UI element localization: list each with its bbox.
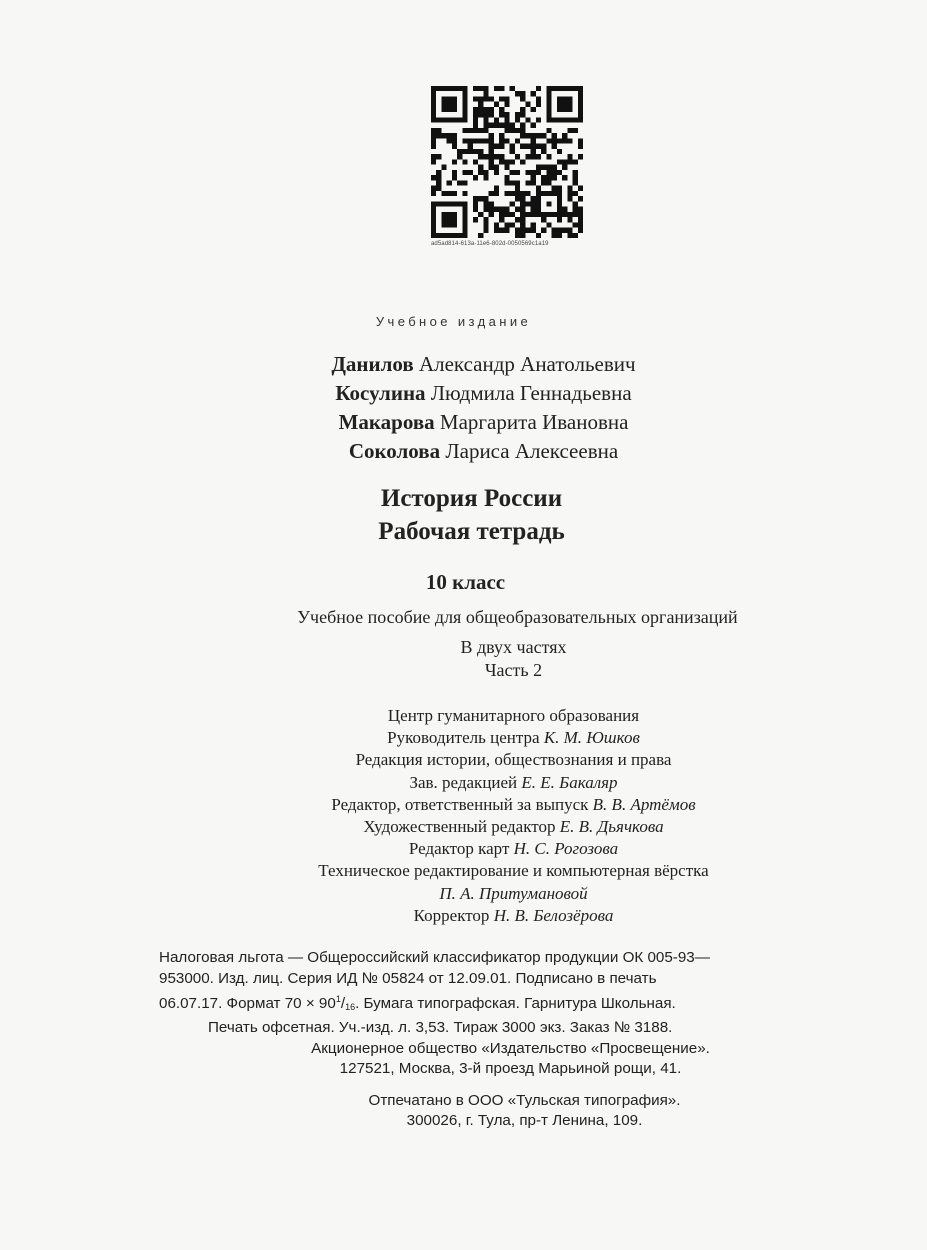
publisher-address: 127521, Москва, 3-й проезд Марьиной рощи, 41. [339, 1060, 682, 1077]
part-number: Часть 2 [484, 660, 543, 680]
parts-count: В двух частях [460, 637, 567, 657]
book-title [8, 482, 927, 548]
credit-line: Центр гуманитарного образования [387, 706, 640, 725]
author-line: Данилов Александр Анатольевич [331, 352, 636, 376]
grade-label: 10 класс [425, 570, 506, 594]
edition-label: Учебное издание [375, 314, 532, 329]
author-line: Макарова Маргарита Ивановна [338, 410, 629, 434]
publisher-name: Акционерное общество «Издательство «Просвещение». [311, 1040, 710, 1057]
imprint-line: 953000. Изд. лиц. Серия ИД № 05824 от 12.09.01. Подписано в печать [159, 969, 657, 987]
credit-line: Художественный редактор Е. В. Дьячкова [363, 817, 664, 837]
qr-code-id: ad5ad814-613a-11e6-802d-0050569c1a19 [431, 241, 549, 247]
credit-line: П. А. Притумановой [439, 883, 588, 903]
title-line-1: История России [380, 485, 563, 512]
credit-line: Руководитель центра К. М. Юшков [387, 728, 640, 748]
credits-list [50, 705, 927, 927]
qr-code [431, 86, 585, 247]
authors-list [20, 350, 927, 466]
credit-line: Редактор карт Н. С. Рогозова [408, 839, 619, 859]
credit-line: Редакция истории, обществознания и права [355, 750, 672, 770]
credit-line: Корректор Н. В. Белозёрова [413, 905, 614, 925]
credit-line: Техническое редактирование и компьютерная вёрстка [318, 861, 709, 881]
parts-info [50, 636, 927, 682]
qr-modules [431, 86, 583, 238]
imprint-line: Налоговая льгота — Общероссийский классификатор продукции ОК 005-93— [159, 949, 710, 966]
imprint-line: 06.07.17. Формат $70 \times 90^1/_{16}$. Бумага типографская. Гарнитура Школьная. [159, 994, 676, 1013]
title-line-2: Рабочая тетрадь [378, 518, 565, 545]
printer-info [61, 1091, 927, 1131]
qr-code-graphic [431, 86, 583, 238]
author-line: Соколова Лариса Алексеевна [348, 439, 619, 463]
printer-address: 300026, г. Тула, пр-т Ленина, 109. [406, 1112, 643, 1129]
imprint-line: Печать офсетная. Уч.-изд. л. 3,53. Тираж 3000 экз. Заказ № 3188. [208, 1018, 673, 1036]
author-line: Косулина Людмила Геннадьевна [335, 381, 632, 405]
credit-line: Редактор, ответственный за выпуск В. В. Артёмов [331, 794, 696, 814]
credit-line: Зав. редакцией Е. Е. Бакаляр [409, 772, 618, 792]
imprint-block [159, 948, 885, 1038]
printer-name: Отпечатано в ООО «Тульская типография». [368, 1092, 681, 1109]
publisher-info [47, 1039, 927, 1079]
subtitle: Учебное пособие для общеобразовательных организаций [297, 607, 738, 627]
